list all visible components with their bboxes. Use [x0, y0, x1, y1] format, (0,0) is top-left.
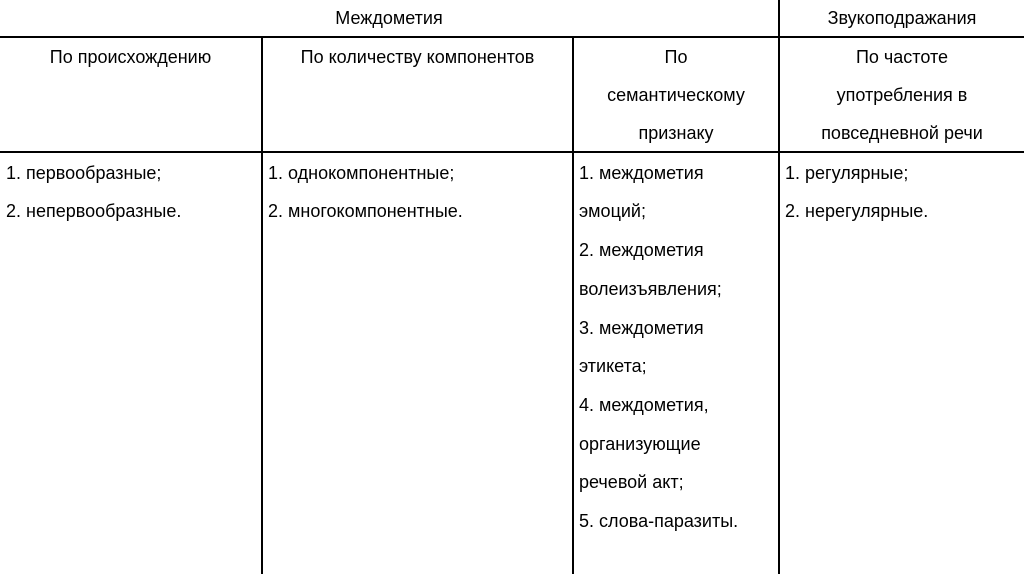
column-header-frequency-line-2: употребления в	[836, 85, 968, 105]
column-header-semantic-line-1: По	[664, 47, 688, 67]
semantic-line-7: 4. междометия,	[579, 395, 709, 415]
vline-col1-col2	[261, 37, 263, 574]
semantic-line-6: этикета;	[579, 356, 647, 376]
column-header-component-count: По количеству компонентов	[300, 47, 535, 67]
origin-item-2: 2. непервообразные.	[6, 201, 182, 221]
semantic-line-4: волеизъявления;	[579, 279, 722, 299]
group-header-zvukopodrazhaniya: Звукоподражания	[827, 8, 977, 28]
group-header-mezhdometiya: Междометия	[335, 8, 443, 28]
semantic-line-10: 5. слова-паразиты.	[579, 511, 739, 531]
semantic-line-3: 2. междометия	[579, 240, 704, 260]
component-item-1: 1. однокомпонентные;	[268, 163, 455, 183]
semantic-line-2: эмоций;	[579, 201, 646, 221]
column-header-semantic-line-2: семантическому	[607, 85, 745, 105]
column-header-semantic-line-3: признаку	[638, 123, 714, 143]
column-header-origin: По происхождению	[49, 47, 212, 67]
semantic-line-9: речевой акт;	[579, 472, 684, 492]
semantic-line-1: 1. междометия	[579, 163, 704, 183]
frequency-item-2: 2. нерегулярные.	[785, 201, 929, 221]
semantic-line-8: организующие	[579, 434, 701, 454]
semantic-line-5: 3. междометия	[579, 318, 704, 338]
origin-item-1: 1. первообразные;	[6, 163, 162, 183]
component-item-2: 2. многокомпонентные.	[268, 201, 463, 221]
column-header-frequency-line-3: повседневной речи	[821, 123, 983, 143]
column-header-frequency-line-1: По частоте	[855, 47, 949, 67]
frequency-item-1: 1. регулярные;	[785, 163, 909, 183]
